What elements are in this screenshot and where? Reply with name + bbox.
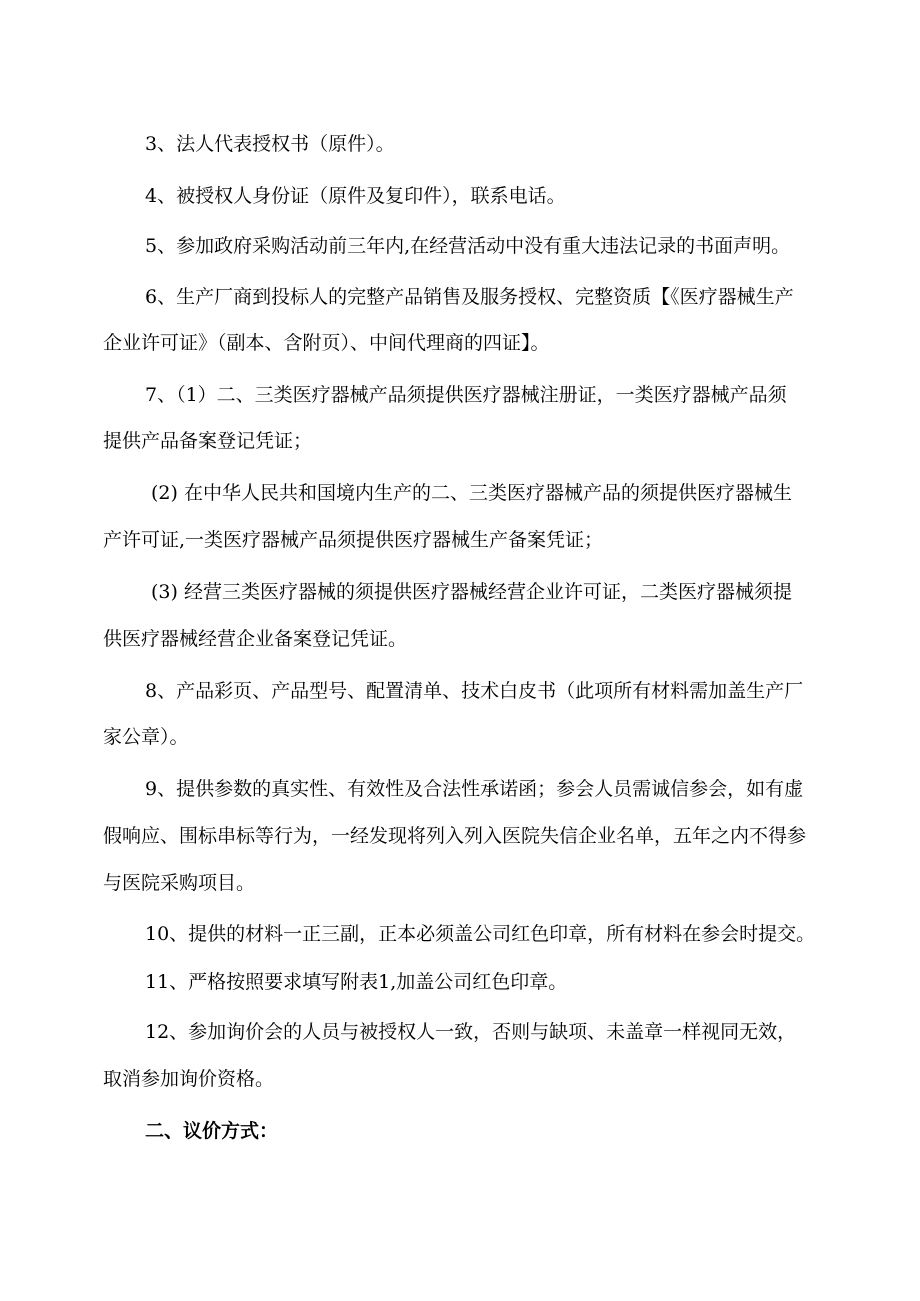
item-12-line2: 取消参加询价资格。 <box>103 1068 275 1090</box>
item-9-line2: 假响应、围标串标等行为，一经发现将列入列入医院失信企业名单，五年之内不得参 <box>103 825 807 847</box>
item-11: 11、严格按照要求填写附表1,加盖公司红色印章。 <box>145 971 568 993</box>
item-9-line3: 与医院采购项目。 <box>103 872 256 894</box>
item-12-line1: 12、参加询价会的人员与被授权人一致，否则与缺项、未盖章一样视同无效， <box>145 1021 797 1043</box>
item-8-line2: 家公章）。 <box>103 726 189 748</box>
item-7-2-line1: (2) 在中华人民共和国境内生产的二、三类医疗器械产品的须提供医疗器械生 <box>151 482 792 504</box>
item-7-line2: 提供产品备案登记凭证； <box>103 430 313 452</box>
item-7-3-line2: 供医疗器械经营企业备案登记凭证。 <box>103 628 408 650</box>
item-7-2-line2: 产许可证,一类医疗器械产品须提供医疗器械生产备案凭证； <box>103 529 604 551</box>
section-heading: 二、议价方式： <box>145 1120 279 1142</box>
item-4: 4、被授权人身份证（原件及复印件），联系电话。 <box>145 185 566 207</box>
item-7-line1: 7、（1）二、三类医疗器械产品须提供医疗器械注册证，一类医疗器械产品须 <box>145 384 787 406</box>
item-3: 3、法人代表授权书（原件）。 <box>145 133 395 155</box>
item-6-line1: 6、生产厂商到投标人的完整产品销售及服务授权、完整资质【《医疗器械生产 <box>145 286 794 308</box>
item-6-line2: 企业许可证》（副本、含附页）、中间代理商的四证】。 <box>103 332 550 354</box>
item-7-3-line1: (3) 经营三类医疗器械的须提供医疗器械经营企业许可证，二类医疗器械须提 <box>151 581 792 603</box>
item-10: 10、提供的材料一正三副，正本必须盖公司红色印章，所有材料在参会时提交。 <box>145 923 816 945</box>
item-8-line1: 8、产品彩页、产品型号、配置清单、技术白皮书（此项所有材料需加盖生产厂 <box>145 680 804 702</box>
item-5: 5、参加政府采购活动前三年内,在经营活动中没有重大违法记录的书面声明。 <box>145 235 791 257</box>
item-9-line1: 9、提供参数的真实性、有效性及合法性承诺函；参会人员需诚信参会，如有虚 <box>145 778 804 800</box>
